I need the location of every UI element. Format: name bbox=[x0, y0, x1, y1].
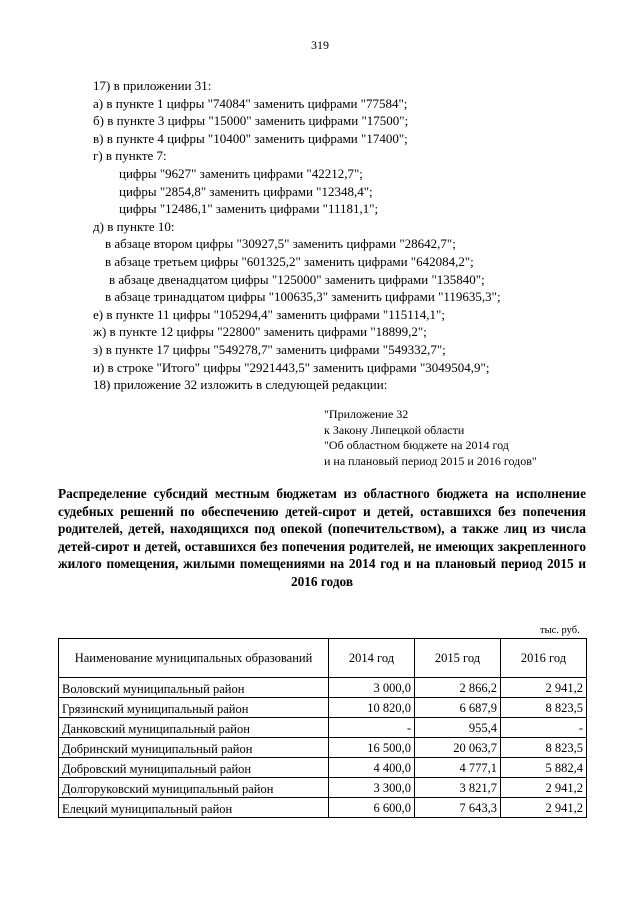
cell-municipality: Добринский муниципальный район bbox=[59, 738, 329, 758]
amendment-line: в абзаце тринадцатом цифры "100635,3" заменить цифрами "119635,3"; bbox=[105, 289, 501, 305]
appendix-header-line: "Об областном бюджете на 2014 год bbox=[324, 438, 509, 452]
cell-amount: 2 941,2 bbox=[501, 778, 587, 798]
cell-amount: - bbox=[501, 718, 587, 738]
amendment-line: цифры "2854,8" заменить цифрами "12348,4"; bbox=[119, 183, 373, 199]
cell-amount: 8 823,5 bbox=[501, 698, 587, 718]
subsidies-table bbox=[58, 638, 587, 818]
amendment-line: б) в пункте 3 цифры "15000" заменить цифрами "17500"; bbox=[93, 113, 409, 129]
table-row bbox=[59, 798, 587, 818]
amendment-line: 17) в приложении 31: bbox=[93, 78, 212, 93]
cell-amount: 955,4 bbox=[415, 718, 501, 738]
header-municipality: Наименование муниципальных образований bbox=[59, 639, 329, 678]
appendix-header-line: к Закону Липецкой области bbox=[324, 422, 465, 437]
cell-amount: 6 687,9 bbox=[415, 698, 501, 718]
cell-amount: 8 823,5 bbox=[501, 738, 587, 758]
cell-municipality: Грязинский муниципальный район bbox=[59, 698, 329, 718]
amendment-line: е) в пункте 11 цифры "105294,4" заменить цифрами "115114,1"; bbox=[93, 306, 445, 322]
cell-amount: 10 820,0 bbox=[329, 698, 415, 718]
amendment-line: г) в пункте 7: bbox=[93, 148, 167, 164]
table-row bbox=[59, 738, 587, 758]
cell-amount: 7 643,3 bbox=[415, 798, 501, 818]
header-2016: 2016 год bbox=[501, 639, 587, 678]
header-2014: 2014 год bbox=[329, 639, 415, 678]
amendment-line: и) в строке "Итого" цифры "2921443,5" заменить цифрами "3049504,9"; bbox=[93, 359, 490, 375]
amendment-line: з) в пункте 17 цифры "549278,7" заменить цифрами "549332,7"; bbox=[93, 341, 446, 357]
amendment-line: ж) в пункте 12 цифры "22800" заменить цифрами "18899,2"; bbox=[93, 324, 427, 340]
document-title: Распределение субсидий местным бюджетам из областного бюджета на исполнение судебных решений по обеспечению детей-сирот и детей, оставшихся без попечения родителей, детей, находящихся под опекой (попечительством), а также лиц из числа детей-сирот и детей, оставшихся без попечения родителей, не имеющих закрепленного жилого помещения, жилыми помещениями на 2014 год и на плановый период 2015 и 2016 годов bbox=[58, 486, 586, 589]
table-row bbox=[59, 758, 587, 778]
cell-amount: 3 300,0 bbox=[329, 778, 415, 798]
appendix-header bbox=[324, 407, 614, 469]
cell-amount: 6 600,0 bbox=[329, 798, 415, 818]
header-2015: 2015 год bbox=[415, 639, 501, 678]
amendment-line: д) в пункте 10: bbox=[93, 218, 175, 234]
appendix-header-line: и на плановый период 2015 и 2016 годов" bbox=[324, 453, 537, 468]
cell-amount: 5 882,4 bbox=[501, 758, 587, 778]
table-row bbox=[59, 778, 587, 798]
amendment-line: цифры "12486,1" заменить цифрами "11181,1"; bbox=[119, 201, 379, 217]
cell-amount: - bbox=[329, 718, 415, 738]
amendment-line: в абзаце третьем цифры "601325,2" заменить цифрами "642084,2"; bbox=[105, 253, 474, 269]
cell-amount: 2 866,2 bbox=[415, 678, 501, 698]
cell-amount: 3 000,0 bbox=[329, 678, 415, 698]
cell-amount: 3 821,7 bbox=[415, 778, 501, 798]
table-header-row bbox=[59, 639, 587, 678]
cell-municipality: Елецкий муниципальный район bbox=[59, 798, 329, 818]
cell-amount: 4 400,0 bbox=[329, 758, 415, 778]
amendment-line: в абзаце двенадцатом цифры "125000" заменить цифрами "135840"; bbox=[109, 271, 485, 287]
cell-amount: 4 777,1 bbox=[415, 758, 501, 778]
units-label: тыс. руб. bbox=[540, 625, 580, 636]
amendment-line: в абзаце втором цифры "30927,5" заменить цифрами "28642,7"; bbox=[105, 236, 456, 252]
cell-municipality: Добровский муниципальный район bbox=[59, 758, 329, 778]
amendments-list bbox=[93, 77, 593, 394]
amendment-line: в) в пункте 4 цифры "10400" заменить цифрами "17400"; bbox=[93, 130, 408, 146]
cell-municipality: Долгоруковский муниципальный район bbox=[59, 778, 329, 798]
cell-municipality: Данковский муниципальный район bbox=[59, 718, 329, 738]
cell-amount: 2 941,2 bbox=[501, 798, 587, 818]
table-row bbox=[59, 678, 587, 698]
page-number: 319 bbox=[311, 38, 329, 52]
cell-amount: 2 941,2 bbox=[501, 678, 587, 698]
amendment-line: а) в пункте 1 цифры "74084" заменить цифрами "77584"; bbox=[93, 95, 408, 111]
amendment-line: 18) приложение 32 изложить в следующей редакции: bbox=[93, 377, 388, 393]
appendix-header-line: "Приложение 32 bbox=[324, 407, 409, 421]
cell-amount: 16 500,0 bbox=[329, 738, 415, 758]
cell-municipality: Воловский муниципальный район bbox=[59, 678, 329, 698]
cell-amount: 20 063,7 bbox=[415, 738, 501, 758]
amendment-line: цифры "9627" заменить цифрами "42212,7"; bbox=[119, 165, 363, 181]
table-row bbox=[59, 718, 587, 738]
table-row bbox=[59, 698, 587, 718]
